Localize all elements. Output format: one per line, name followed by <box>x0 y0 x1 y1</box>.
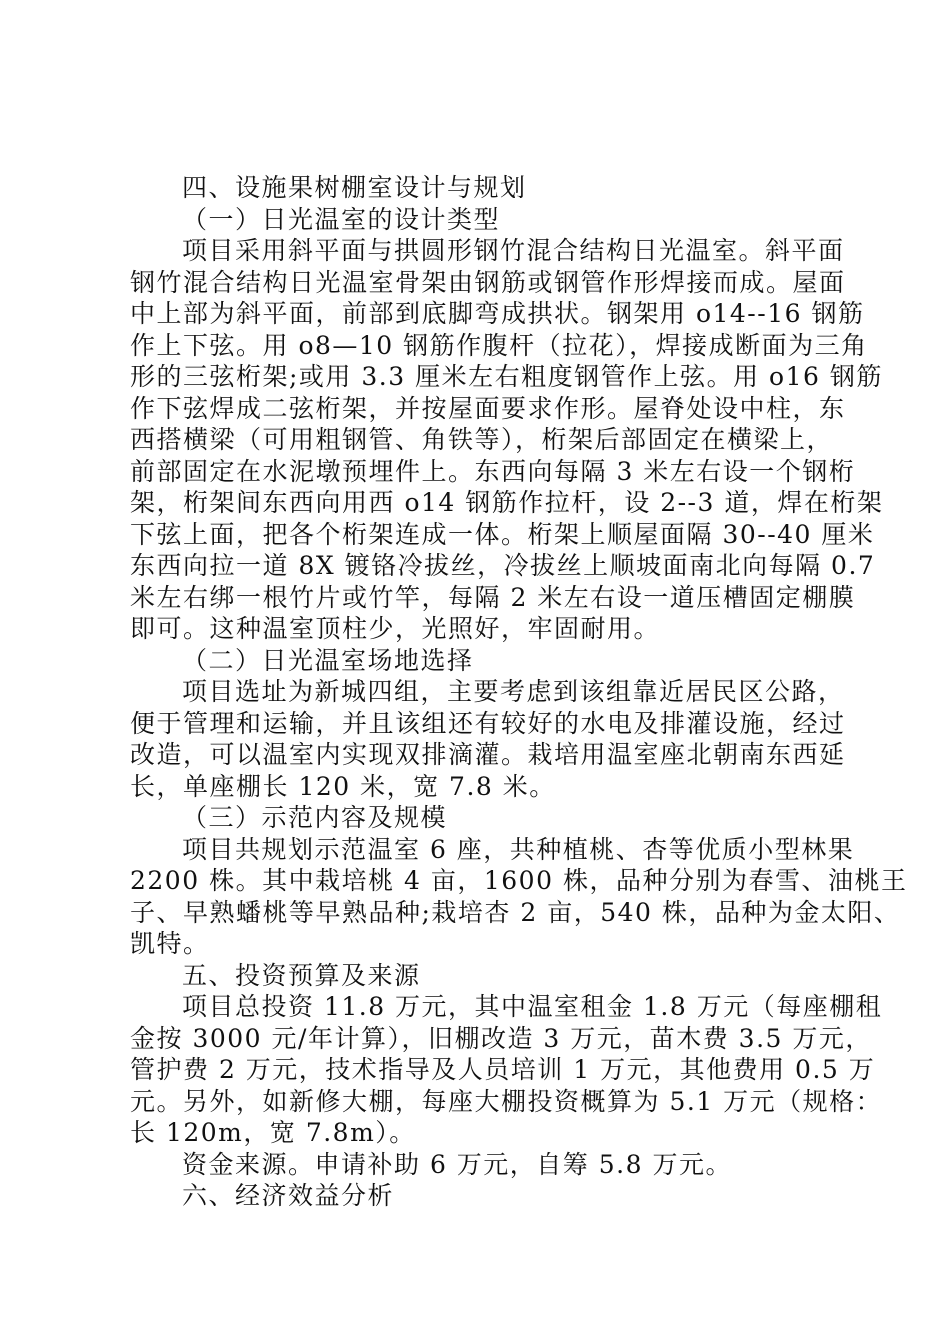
text-line: 便于管理和运输，并且该组还有较好的水电及排灌设施，经过 <box>130 708 846 738</box>
text-line: 中上部为斜平面，前部到底脚弯成拱状。钢架用 o14--16 钢筋 <box>130 299 865 328</box>
text-line: 改造，可以温室内实现双排滴灌。栽培用温室座北朝南东西延 <box>130 740 846 769</box>
text-line: 凯特。 <box>130 929 210 958</box>
text-line: （三）示范内容及规模 <box>182 803 448 832</box>
text-line: 作上下弦。用 o8—10 钢筋作腹杆（拉花），焊接成断面为三角 <box>130 330 868 360</box>
text-line: （二）日光温室场地选择 <box>182 645 474 675</box>
text-line: 四、设施果树棚室设计与规划 <box>182 173 527 202</box>
text-line: 子、早熟蟠桃等早熟品种;栽培杏 2 亩，540 株，品种为金太阳、 <box>130 897 901 927</box>
text-line: 作下弦焊成二弦桁架，并按屋面要求作形。屋脊处设中柱，东 <box>130 393 846 423</box>
text-line: 资金来源。申请补助 6 万元，自筹 5.8 万元。 <box>182 1149 732 1179</box>
text-line: 长 120m，宽 7.8m）。 <box>130 1118 416 1147</box>
text-line: 管护费 2 万元，技术指导及人员培训 1 万元，其他费用 0.5 万 <box>130 1055 876 1084</box>
text-line: 金按 3000 元/年计算），旧棚改造 3 万元，苗木费 3.5 万元， <box>130 1023 872 1053</box>
text-line: 项目选址为新城四组，主要考虑到该组靠近居民区公路， <box>182 677 845 706</box>
text-line: 即可。这种温室顶柱少，光照好，牢固耐用。 <box>130 614 661 643</box>
text-line: 钢竹混合结构日光温室骨架由钢筋或钢管作形焊接而成。屋面 <box>130 267 846 297</box>
text-line: （一）日光温室的设计类型 <box>182 204 501 234</box>
text-line: 项目总投资 11.8 万元，其中温室租金 1.8 万元（每座棚租 <box>182 992 883 1021</box>
text-line: 六、经济效益分析 <box>182 1181 395 1210</box>
text-line: 西搭横梁（可用粗钢管、角铁等），桁架后部固定在横梁上， <box>130 425 834 454</box>
text-line: 前部固定在水泥墩预埋件上。东西向每隔 3 米左右设一个钢桁 <box>130 456 856 486</box>
text-line: 项目采用斜平面与拱圆形钢竹混合结构日光温室。斜平面 <box>182 236 845 265</box>
text-line: 长，单座棚长 120 米，宽 7.8 米。 <box>130 771 556 801</box>
text-line: 形的三弦桁架;或用 3.3 厘米左右粗度钢管作上弦。用 o16 钢筋 <box>130 362 883 391</box>
text-line: 东西向拉一道 8X 镀铬冷拔丝，冷拔丝上顺坡面南北向每隔 0.7 <box>130 551 876 580</box>
text-line: 项目共规划示范温室 6 座，共种植桃、杏等优质小型林果 <box>182 834 855 864</box>
text-line: 下弦上面，把各个桁架连成一体。桁架上顺屋面隔 30--40 厘米 <box>130 519 875 549</box>
text-line: 2200 株。其中栽培桃 4 亩，1600 株，品种分别为春雪、油桃王 <box>130 866 908 895</box>
text-line: 元。另外，如新修大棚，每座大棚投资概算为 5.1 万元（规格： <box>130 1086 883 1116</box>
text-line: 架，桁架间东西向用西 o14 钢筋作拉杆，设 2--3 道，焊在桁架 <box>130 488 884 517</box>
text-line: 五、投资预算及来源 <box>182 960 421 990</box>
text-line: 米左右绑一根竹片或竹竿，每隔 2 米左右设一道压槽固定棚膜 <box>130 582 856 612</box>
document-body <box>130 172 908 1212</box>
